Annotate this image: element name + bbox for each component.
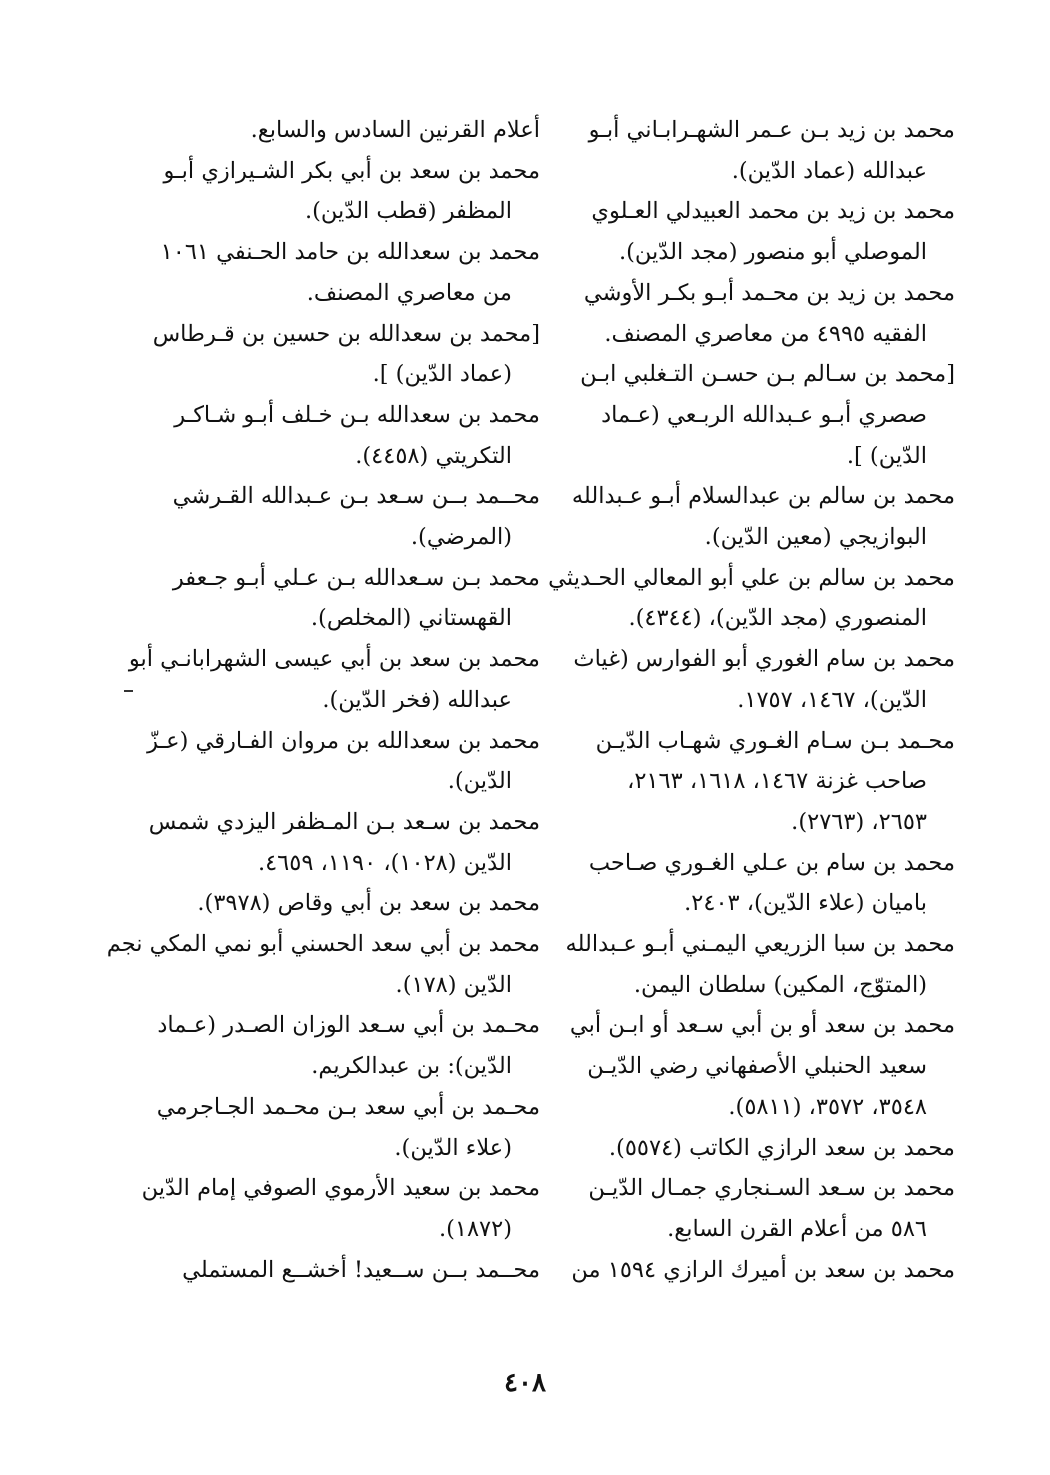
entry-line: صاحب غزنة ١٤٦٧، ١٦١٨، ٢١٦٣، (627, 768, 927, 795)
left-column-entry (160, 883, 540, 924)
entry-line: محمد بن أبي سعد الحسني أبو نمي المكي نجم (106, 931, 540, 958)
page-number: ٤٠٨ (504, 1368, 546, 1398)
entry-line: محمد بن سـعد بـن المـظفر اليزدي شمس (148, 808, 540, 835)
entry-line: من معاصري المصنف. (306, 279, 512, 306)
left-column-entry (160, 151, 540, 232)
left-column-entry (160, 1250, 540, 1291)
entry-line: باميان (علاء الدّين)، ٢٤٠٣. (684, 890, 927, 917)
left-column-entry (156, 1087, 540, 1168)
right-column-entry (569, 1005, 955, 1127)
left-column-entry (160, 110, 540, 151)
entry-line: محـمد بن أبي سعد بـن محـمد الجـاجرمي (156, 1093, 540, 1120)
left-column-entry (128, 639, 540, 720)
right-column-entry (571, 476, 955, 557)
entry-line: محمد بن زيد بن محـمد أبـو بكـر الأوشي (583, 279, 955, 306)
entry-line: الدّين)، ١٤٦٧، ١٧٥٧. (737, 686, 927, 713)
entry-line: محمد بن سعيد الأرموي الصوفي إمام الدّين (141, 1175, 540, 1202)
entry-line: محــمد بــن سـعد بـن عـبدالله القـرشي (172, 483, 540, 510)
left-column-entry (160, 476, 540, 557)
entry-line: المظفر (قطب الدّين). (305, 198, 512, 225)
left-column-entry (157, 1005, 540, 1086)
entry-line: عبدالله (عماد الدّين). (731, 157, 927, 184)
entry-line: عبدالله (فخر الدّين). (322, 686, 512, 713)
entry-line: محمد بن سـعد السـنجاري جمـال الدّيـن (588, 1175, 955, 1202)
left-column-entry (160, 395, 540, 476)
entry-line: محمد بن سعدالله بن مروان الفـارقي (عـزّ (147, 727, 540, 754)
entry-line: محمد بن سام بن عـلي الغـوري صـاحب (588, 849, 955, 876)
margin-mark (124, 690, 133, 692)
entry-line: التكريتي (٤٤٥٨). (355, 442, 512, 469)
right-column-entry (575, 639, 955, 720)
entry-line: الدّين (١٧٨). (395, 971, 512, 998)
entry-line: محمد بن سعد بن أبي بكر الشـيرازي أبـو (163, 157, 540, 184)
entry-line: صصري أبـو عـبدالله الربـعي (عـماد (601, 401, 927, 428)
entry-line: محمد بن زيد بـن عـمر الشهـرابـاني أبـو (588, 117, 955, 143)
entry-line: سعيد الحنبلي الأصفهاني رضي الدّيـن (587, 1053, 927, 1080)
left-column-entry (160, 558, 540, 639)
entry-line: محـمد بـن سـام الغـوري شهـاب الدّيـن (595, 727, 955, 754)
right-column-entry (575, 721, 955, 843)
entry-line: محمد بن سعدالله بن حامد الحـنفي ١٠٦١ (160, 239, 540, 266)
entry-line: (المرضي). (410, 524, 512, 551)
entry-line: (علاء الدّين). (394, 1134, 512, 1161)
entry-line: [محمد بن سـالم بـن حسـن التـغلبي ابـن (580, 361, 955, 388)
right-column-entry (575, 354, 955, 476)
right-column-entry (575, 191, 955, 272)
entry-line: محمد بن سعد الرازي الكاتب (٥٥٧٤). (608, 1134, 955, 1161)
entry-line: محمد بن سعد بن أبي عيسى الشهرابانـي أبو (128, 646, 540, 673)
entry-line: [محمد بن سعدالله بن حسين بن قـرطاس (152, 320, 540, 347)
left-column (106, 110, 540, 1290)
right-column-entry (571, 1250, 955, 1291)
entry-line: محمد بن سعد بن أبي وقاص (٣٩٧٨). (197, 890, 540, 917)
entry-line: محمد بن سعد بن أميرك الرازي ١٥٩٤ من (571, 1256, 955, 1283)
right-column-entry (548, 558, 955, 639)
right-column-entry (565, 924, 955, 1005)
entry-line: ٣٥٤٨، ٣٥٧٢، (٥٨١١). (728, 1093, 927, 1120)
entry-line: ٢٦٥٣، (٢٧٦٣). (791, 808, 927, 835)
entry-line: محمد بن سالم بن علي أبو المعالي الحـديثي (548, 564, 955, 591)
right-column (548, 110, 955, 1290)
entry-line: (١٨٧٢). (438, 1215, 512, 1242)
entry-line: (عماد الدّين) ]. (372, 361, 512, 388)
entry-line: الفقيه ٤٩٩٥ من معاصري المصنف. (604, 320, 927, 347)
entry-line: محمد بن زيد بن محمد العبيدلي العـلوي (591, 198, 955, 225)
entry-line: الموصلي أبو منصور (مجد الدّين). (618, 239, 927, 266)
right-column-entry (575, 273, 955, 354)
entry-line: محمد بن سعدالله بـن خـلف أبـو شـاكـر (174, 401, 540, 428)
entry-line: (المتوّج، المكين) سلطان اليمن. (633, 971, 927, 998)
entry-line: محمد بـن سـعدالله بـن عـلي أبـو جـعفر (172, 564, 540, 591)
entry-line: محـمد بن أبي سـعد الوزان الصـدر (عـماد (157, 1012, 540, 1039)
entry-line: القهستاني (المخلص). (310, 605, 512, 632)
left-column-entry (141, 1168, 540, 1249)
left-column-entry (152, 314, 540, 395)
left-column-entry (148, 802, 540, 883)
entry-line: محمد بن سبا الزريعي اليمـني أبـو عـبدالله (565, 931, 955, 958)
entry-line: أعلام القرنين السادس والسابع. (250, 117, 540, 143)
entry-line: محمد بن سام الغوري أبو الفوارس (غياث (573, 646, 955, 673)
entry-line: الدّين). (447, 768, 512, 795)
left-column-entry (160, 232, 540, 313)
entry-line: الدّين) ]. (846, 442, 927, 469)
left-column-entry (106, 924, 540, 1005)
entry-line: البوازيجي (معين الدّين). (704, 524, 927, 551)
entry-line: الدّين (١٠٢٨)، ١١٩٠، ٤٦٥٩. (257, 849, 512, 876)
left-column-entry (147, 721, 540, 802)
entry-line: ٥٨٦ من أعلام القرن السابع. (667, 1215, 927, 1242)
right-column-entry (575, 110, 955, 191)
right-column-entry (575, 1168, 955, 1249)
entry-line: الدّين): بن عبدالكريم. (311, 1053, 512, 1080)
entry-line: المنصوري (مجد الدّين)، (٤٣٤٤). (628, 605, 927, 632)
entry-line: محمد بن سعد أو بن أبي سـعد أو ابـن أبي (569, 1012, 955, 1039)
right-column-entry (575, 843, 955, 924)
entry-line: محــمد بــن ســعيد! أخشــع المستملي (182, 1256, 540, 1283)
entry-line: محمد بن سالم بن عبدالسلام أبـو عـبدالله (571, 483, 955, 510)
right-column-entry (575, 1128, 955, 1169)
